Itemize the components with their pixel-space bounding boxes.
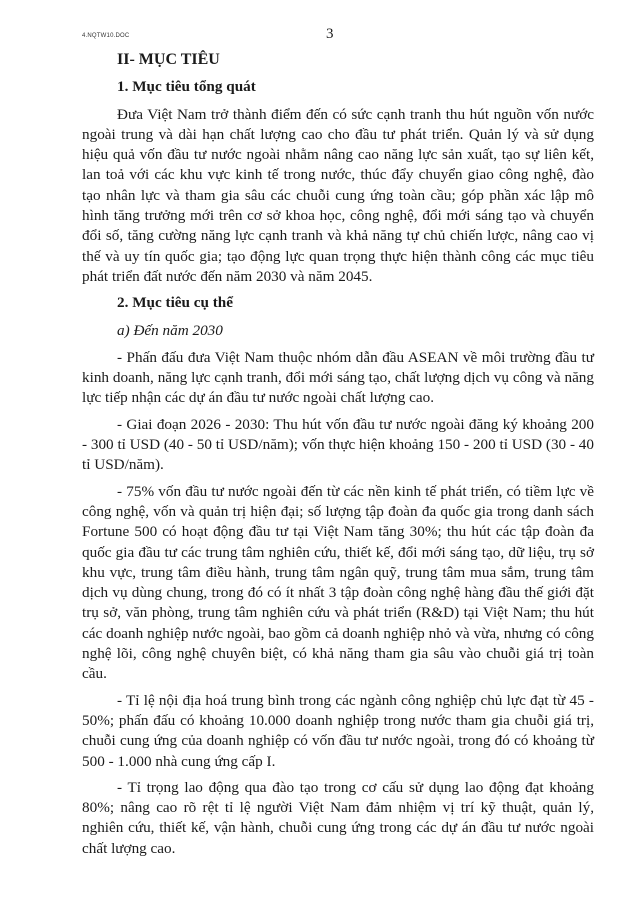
objective-item: - Phấn đấu đưa Việt Nam thuộc nhóm dẫn đầu ASEAN về môi trường đầu tư kinh doanh, năng lực cạnh tranh, đổi mới sáng tạo, chất lượng dịch vụ công và năng lực tiếp nhận các dự án đầu tư nước ngoài chất lượng cao.: [82, 348, 594, 407]
specific-objective-subheading: a) Đến năm 2030: [117, 321, 223, 339]
objective-item: - 75% vốn đầu tư nước ngoài đến từ các nền kinh tế phát triển, có tiềm lực về công nghệ, vốn và quản trị hiện đại; số lượng tập đoàn đa quốc gia trong danh sách Fortune 500 có hoạt động đầu tư tại Việt Nam tăng 30%; thu hút các tập đoàn đa quốc gia đầu tư các trung tâm nghiên cứu, thiết kế, đổi mới sáng tạo, dữ liệu, trụ sở khu vực, trung tâm điều hành, trung tâm ngân quỹ, trung tâm mua sắm, trung tâm dịch vụ dùng chung, trong đó có ít nhất 3 tập đoàn công nghệ hàng đầu thế giới đặt trụ sở, văn phòng, trung tâm nghiên cứu và phát triển (R&D) tại Việt Nam; thu hút các doanh nghiệp nước ngoài, bao gồm cả doanh nghiệp nhỏ và vừa, nhưng có công nghệ lõi, công nghệ chuyên biệt, có khả năng tham gia sâu vào chuỗi giá trị toàn cầu.: [82, 482, 594, 683]
general-objective-text: Đưa Việt Nam trở thành điểm đến có sức cạnh tranh thu hút nguồn vốn nước ngoài trung và dài hạn chất lượng cao cho đầu tư phát triển. Quản lý và sử dụng hiệu quả vốn đầu tư nước ngoài nhằm nâng cao năng lực sản xuất, tạo sự liên kết, lan toả với các khu vực kinh tế trong nước, thúc đẩy chuyển giao công nghệ, đào tạo nhân lực và tham gia sâu các chuỗi cung ứng toàn cầu; góp phần xác lập mô hình tăng trưởng mới trên cơ sở khoa học, công nghệ, đổi mới sáng tạo và chuyển đổi số, tăng cường năng lực cạnh tranh và khả năng tự chủ chiến lược, nâng cao vị thế và uy tín quốc gia; tạo động lực quan trọng thực hiện thành công các mục tiêu phát triển đất nước đến năm 2030 và năm 2045.: [82, 105, 594, 285]
general-objective-heading: 1. Mục tiêu tổng quát: [117, 78, 256, 96]
file-reference: 4.NQTW10.DOC: [82, 33, 130, 39]
specific-objective-heading: 2. Mục tiêu cụ thể: [117, 294, 233, 312]
objective-item: - Tỉ trọng lao động qua đào tạo trong cơ cấu sử dụng lao động đạt khoảng 80%; nâng cao rõ rệt tỉ lệ người Việt Nam đảm nhiệm vị trí kỹ thuật, quản lý, nghiên cứu, thiết kế, vận hành, chuỗi cung ứng trong các dự án đầu tư nước ngoài chất lượng cao.: [82, 778, 594, 857]
objective-item: - Giai đoạn 2026 - 2030: Thu hút vốn đầu tư nước ngoài đăng ký khoảng 200 - 300 tỉ USD (40 - 50 tỉ USD/năm); vốn thực hiện khoảng 150 - 200 tỉ USD (30 - 40 tỉ USD/năm).: [82, 415, 594, 474]
page-number: 3: [326, 26, 334, 42]
section-title: II- MỤC TIÊU: [117, 51, 220, 68]
document-body: [82, 50, 594, 865]
objective-item: - Tỉ lệ nội địa hoá trung bình trong các ngành công nghiệp chủ lực đạt từ 45 - 50%; phấn đấu có khoảng 10.000 doanh nghiệp trong nước tham gia chuỗi giá trị, chuỗi cung ứng của doanh nghiệp có vốn đầu tư nước ngoài, trong đó có khoảng từ 500 - 1.000 nhà cung ứng cấp I.: [82, 691, 594, 770]
